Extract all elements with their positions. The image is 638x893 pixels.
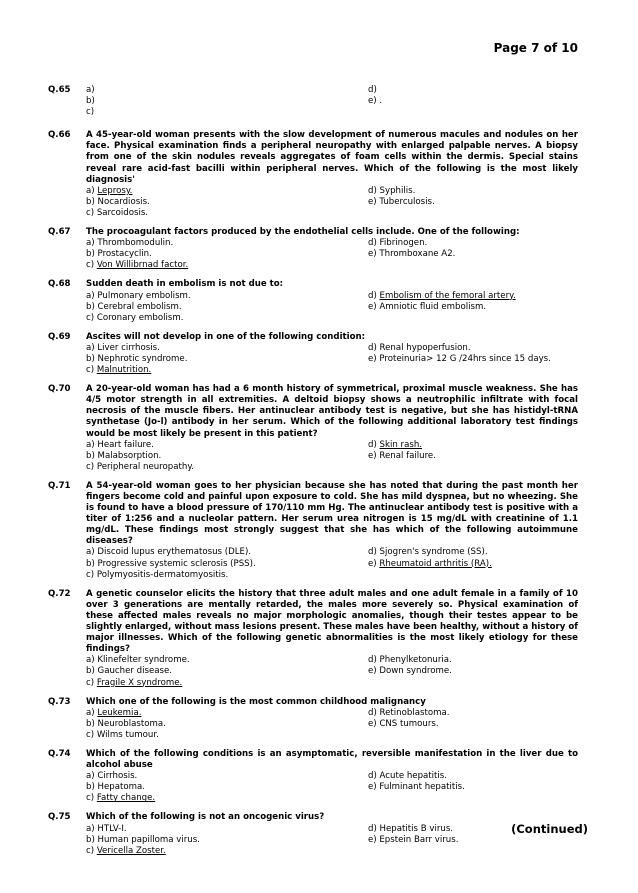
question-number: Q.71 bbox=[48, 480, 71, 491]
option-letter: b) bbox=[86, 782, 95, 793]
option-letter: a) bbox=[86, 771, 95, 782]
answer-option bbox=[368, 343, 578, 354]
question-body bbox=[86, 85, 578, 118]
answer-option bbox=[368, 197, 578, 208]
option-text-underlined: Embolism of the femoral artery. bbox=[379, 290, 516, 301]
answer-option bbox=[86, 85, 368, 96]
answer-option bbox=[86, 107, 368, 118]
answer-option bbox=[368, 186, 578, 197]
options-grid bbox=[86, 343, 578, 376]
option-text-underlined: Rheumatoid arthritis (RA). bbox=[379, 558, 492, 569]
answer-option bbox=[368, 719, 578, 730]
answer-option bbox=[86, 291, 368, 302]
question-block bbox=[48, 697, 578, 741]
answer-option bbox=[86, 208, 368, 219]
option-letter: c) bbox=[86, 677, 95, 688]
option-text-underlined: Fragile X syndrome. bbox=[96, 677, 183, 688]
question-number: Q.67 bbox=[48, 227, 71, 238]
option-letter: b) bbox=[86, 666, 95, 677]
option-letter: a) bbox=[86, 823, 95, 834]
option-text-underlined: Malnutrition. bbox=[96, 365, 152, 376]
answer-option bbox=[368, 85, 578, 96]
option-letter: a) bbox=[86, 85, 95, 95]
option-text: Fulminant hepatitis. bbox=[379, 782, 465, 793]
option-text: Prostacyclin. bbox=[97, 249, 152, 260]
question-list bbox=[48, 77, 578, 857]
options-grid bbox=[86, 291, 578, 324]
question-body bbox=[86, 130, 578, 219]
option-text: Human papilloma virus. bbox=[97, 834, 200, 845]
answer-option bbox=[368, 291, 578, 302]
option-letter: d) bbox=[368, 185, 377, 196]
options-grid bbox=[86, 824, 578, 857]
answer-option bbox=[86, 96, 368, 107]
option-letter: a) bbox=[86, 185, 95, 196]
answer-option bbox=[86, 440, 368, 451]
option-text: Phenylketonuria. bbox=[379, 655, 452, 666]
option-letter: d) bbox=[368, 85, 377, 95]
option-letter: e) bbox=[368, 196, 377, 207]
option-text-underlined: Skin rash. bbox=[379, 439, 422, 450]
question-stem: A 45-year-old woman presents with the slow development of numerous macules and nodules on her face. Physical examination finds a peripheral neuropathy with enlarged palpable nerves. A biopsy from one of the skin nodules reveals aggregates of foam cells within the dermis. Special stains reveal rare acid-fast bacilli within peripheral nerves. Which of the following is the most likely diagnosis' bbox=[86, 130, 578, 185]
question-block bbox=[48, 589, 578, 689]
option-text: . bbox=[379, 96, 383, 107]
option-letter: c) bbox=[86, 312, 95, 323]
answer-option bbox=[86, 655, 368, 666]
question-body bbox=[86, 227, 578, 271]
question-block bbox=[48, 812, 578, 856]
option-letter: d) bbox=[368, 771, 377, 782]
option-text: Heart failure. bbox=[97, 439, 154, 450]
option-letter: d) bbox=[368, 238, 377, 249]
option-text: Syphilis. bbox=[379, 185, 416, 196]
option-letter: c) bbox=[86, 569, 95, 580]
option-text: Gaucher disease. bbox=[97, 666, 173, 677]
option-letter: e) bbox=[368, 782, 377, 793]
option-letter: b) bbox=[86, 558, 95, 569]
option-text: Sjogren's syndrome (SS). bbox=[379, 547, 488, 558]
question-block bbox=[48, 481, 578, 581]
option-letter: d) bbox=[368, 707, 377, 718]
question-stem: A 20-year-old woman has had a 6 month history of symmetrical, proximal muscle weakness. She has 4/5 motor strength in all extremities. A deltoid biopsy shows a neutrophilic infiltrate with focal necrosis of the muscle fibers. Her antinuclear antibody test is negative, but she has histidyl-tRNA synthetase (Jo-l) antibody in her serum. Which of the following additional laboratory test findings would be most likely be present in this patient? bbox=[86, 384, 578, 439]
option-text: Cirrhosis. bbox=[97, 771, 138, 782]
answer-option bbox=[86, 249, 368, 260]
question-body bbox=[86, 697, 578, 741]
question-body bbox=[86, 812, 578, 856]
answer-option bbox=[368, 440, 578, 451]
answer-option bbox=[86, 824, 368, 835]
option-letter: d) bbox=[368, 547, 377, 558]
answer-option bbox=[86, 302, 368, 313]
question-body bbox=[86, 384, 578, 473]
option-text: Pulmonary embolism. bbox=[97, 290, 191, 301]
answer-option bbox=[368, 238, 578, 249]
answer-option bbox=[86, 666, 368, 677]
answer-option bbox=[368, 655, 578, 666]
question-block bbox=[48, 130, 578, 219]
question-number: Q.72 bbox=[48, 588, 71, 599]
option-text: Thromboxane A2. bbox=[379, 249, 456, 260]
option-text: Acute hepatitis. bbox=[379, 771, 448, 782]
answer-option bbox=[368, 708, 578, 719]
options-grid bbox=[86, 708, 578, 741]
answer-option bbox=[86, 186, 368, 197]
option-text: Discoid lupus erythematosus (DLE). bbox=[97, 547, 252, 558]
answer-option bbox=[86, 559, 368, 570]
option-text-underlined: Leprosy. bbox=[97, 185, 133, 196]
option-text: Thrombomodulin. bbox=[97, 238, 174, 249]
option-letter: c) bbox=[86, 365, 95, 376]
option-text: Down syndrome. bbox=[379, 666, 452, 677]
answer-option bbox=[368, 451, 578, 462]
option-letter: c) bbox=[86, 729, 95, 740]
question-block bbox=[48, 279, 578, 323]
answer-option bbox=[86, 451, 368, 462]
page-number: Page 7 of 10 bbox=[493, 41, 578, 55]
question-body bbox=[86, 481, 578, 581]
question-number: Q.68 bbox=[48, 279, 71, 290]
answer-option bbox=[86, 570, 368, 581]
option-text: Sarcoidosis. bbox=[96, 207, 149, 218]
option-text-underlined: Fatty change. bbox=[96, 793, 156, 804]
option-text: Malabsorption. bbox=[97, 450, 162, 461]
question-body bbox=[86, 279, 578, 323]
option-letter: b) bbox=[86, 249, 95, 260]
question-number: Q.65 bbox=[48, 85, 71, 95]
option-letter: e) bbox=[368, 249, 377, 260]
continued-label: (Continued) bbox=[511, 822, 588, 836]
option-letter: a) bbox=[86, 439, 95, 450]
option-text-underlined: Leukemia. bbox=[97, 707, 142, 718]
option-letter: e) bbox=[368, 834, 377, 845]
option-letter: a) bbox=[86, 290, 95, 301]
answer-option bbox=[368, 782, 578, 793]
option-text: Fibrinogen. bbox=[379, 238, 428, 249]
option-letter: b) bbox=[86, 301, 95, 312]
option-letter: e) bbox=[368, 96, 377, 107]
answer-option bbox=[368, 835, 578, 846]
option-letter: a) bbox=[86, 707, 95, 718]
answer-option bbox=[86, 719, 368, 730]
answer-option bbox=[368, 354, 578, 365]
option-text: Neuroblastoma. bbox=[97, 718, 166, 729]
option-letter: c) bbox=[86, 107, 95, 118]
answer-option bbox=[368, 771, 578, 782]
answer-option bbox=[368, 666, 578, 677]
options-grid bbox=[86, 547, 578, 580]
option-letter: a) bbox=[86, 655, 95, 666]
options-grid bbox=[86, 655, 578, 688]
question-stem: A genetic counselor elicits the history that three adult males and one adult female in a family of 10 over 3 generations are mentally retarded, the males more severely so. Physical examination of these affected males reveals no major morphologic anomalies, though their testes appear to be slightly enlarged, without mass lesions present. These males have been healthy, without a history of major illnesses. Which of the following genetic abnormalities is the most likely etiology for these findings? bbox=[86, 588, 578, 655]
question-number: Q.75 bbox=[48, 812, 71, 823]
answer-option bbox=[86, 835, 368, 846]
question-stem: A 54-year-old woman goes to her physician because she has noted that during the past month her fingers become cold and painful upon exposure to cold. She has mild dyspnea, but no wheezing. She is found to have a blood pressure of 170/110 mm Hg. The antinuclear antibody test is positive with a titer of 1:256 and a nucleolar pattern. Her serum urea nitrogen is 15 mg/dL with creatinine of 1.1 mg/dL. These findings most strongly suggest that she has which of the following autoimmune diseases? bbox=[86, 480, 578, 547]
option-text-underlined: Vericella Zoster. bbox=[96, 845, 166, 856]
question-stem: Which of the following is not an oncogenic virus? bbox=[86, 812, 325, 823]
answer-option bbox=[86, 365, 368, 376]
question-stem: Which one of the following is the most common childhood malignancy bbox=[86, 696, 426, 707]
option-text: Renal failure. bbox=[379, 450, 436, 461]
option-letter: e) bbox=[368, 718, 377, 729]
option-letter: d) bbox=[368, 290, 377, 301]
option-letter: a) bbox=[86, 342, 95, 353]
answer-option bbox=[86, 313, 368, 324]
option-letter: e) bbox=[368, 558, 377, 569]
question-body bbox=[86, 749, 578, 804]
question-block bbox=[48, 749, 578, 804]
option-text: Coronary embolism. bbox=[96, 312, 184, 323]
option-text: Renal hypoperfusion. bbox=[379, 342, 471, 353]
option-letter: c) bbox=[86, 260, 95, 271]
option-text: Proteinuria> 12 G /24hrs since 15 days. bbox=[379, 353, 551, 364]
option-letter: a) bbox=[86, 238, 95, 249]
question-stem: Ascites will not develop in one of the following condition: bbox=[86, 331, 366, 342]
answer-option bbox=[86, 771, 368, 782]
answer-option bbox=[86, 846, 368, 857]
question-body bbox=[86, 589, 578, 689]
option-letter: b) bbox=[86, 718, 95, 729]
option-letter: c) bbox=[86, 793, 95, 804]
option-letter: e) bbox=[368, 353, 377, 364]
question-body bbox=[86, 332, 578, 376]
answer-option bbox=[86, 708, 368, 719]
question-block bbox=[48, 85, 578, 118]
option-letter: c) bbox=[86, 845, 95, 856]
question-stem: The procoagulant factors produced by the endothelial cells include. One of the following: bbox=[86, 227, 520, 238]
answer-option bbox=[86, 343, 368, 354]
option-text: Hepatoma. bbox=[97, 782, 146, 793]
option-letter: e) bbox=[368, 301, 377, 312]
question-block bbox=[48, 384, 578, 473]
option-letter: d) bbox=[368, 823, 377, 834]
options-grid bbox=[86, 85, 578, 118]
answer-option bbox=[86, 678, 368, 689]
answer-option bbox=[368, 559, 578, 570]
answer-option bbox=[368, 249, 578, 260]
options-grid bbox=[86, 771, 578, 804]
option-letter: d) bbox=[368, 342, 377, 353]
answer-option bbox=[86, 354, 368, 365]
question-number: Q.66 bbox=[48, 130, 71, 141]
answer-option bbox=[368, 547, 578, 558]
option-text: Nephrotic syndrome. bbox=[97, 353, 188, 364]
answer-option bbox=[86, 238, 368, 249]
option-text: Peripheral neuropathy. bbox=[96, 461, 194, 472]
option-letter: c) bbox=[86, 461, 95, 472]
option-letter: e) bbox=[368, 450, 377, 461]
option-text: Tuberculosis. bbox=[379, 196, 435, 207]
option-letter: c) bbox=[86, 207, 95, 218]
question-stem: Which of the following conditions is an asymptomatic, reversible manifestation in the liver due to alcohol abuse bbox=[86, 748, 578, 771]
option-text: Epstein Barr virus. bbox=[379, 834, 459, 845]
option-text: Klinefelter syndrome. bbox=[97, 655, 190, 666]
answer-option bbox=[86, 547, 368, 558]
answer-option bbox=[86, 260, 368, 271]
option-letter: d) bbox=[368, 655, 377, 666]
option-text: Cerebral embolism. bbox=[97, 301, 182, 312]
options-grid bbox=[86, 238, 578, 271]
option-text: Wilms tumour. bbox=[96, 729, 159, 740]
option-text: HTLV-I. bbox=[97, 823, 127, 834]
option-letter: b) bbox=[86, 96, 95, 107]
option-letter: b) bbox=[86, 353, 95, 364]
option-text: Progressive systemic sclerosis (PSS). bbox=[97, 558, 256, 569]
option-letter: a) bbox=[86, 547, 95, 558]
answer-option bbox=[86, 793, 368, 804]
option-letter: b) bbox=[86, 450, 95, 461]
option-letter: e) bbox=[368, 666, 377, 677]
answer-option bbox=[368, 302, 578, 313]
answer-option bbox=[86, 782, 368, 793]
option-text: Nocardiosis. bbox=[97, 196, 150, 207]
question-number: Q.70 bbox=[48, 384, 71, 395]
question-stem: Sudden death in embolism is not due to: bbox=[86, 279, 284, 290]
option-text: Hepatitis B virus. bbox=[379, 823, 454, 834]
option-text-underlined: Von Willibrnad factor. bbox=[96, 260, 189, 271]
question-block bbox=[48, 332, 578, 376]
option-text: Liver cirrhosis. bbox=[97, 342, 160, 353]
option-letter: d) bbox=[368, 439, 377, 450]
option-text: Amniotic fluid embolism. bbox=[379, 301, 487, 312]
question-block bbox=[48, 227, 578, 271]
options-grid bbox=[86, 186, 578, 219]
option-text: CNS tumours. bbox=[379, 718, 439, 729]
option-letter: b) bbox=[86, 834, 95, 845]
options-grid bbox=[86, 440, 578, 473]
question-number: Q.74 bbox=[48, 748, 71, 759]
answer-option bbox=[86, 730, 368, 741]
question-number: Q.73 bbox=[48, 696, 71, 707]
answer-option bbox=[368, 96, 578, 107]
option-letter: b) bbox=[86, 196, 95, 207]
answer-option bbox=[86, 197, 368, 208]
option-text: Retinoblastoma. bbox=[379, 707, 450, 718]
question-number: Q.69 bbox=[48, 331, 71, 342]
option-text: Polymyositis-dermatomyositis. bbox=[96, 569, 229, 580]
answer-option bbox=[86, 462, 368, 473]
